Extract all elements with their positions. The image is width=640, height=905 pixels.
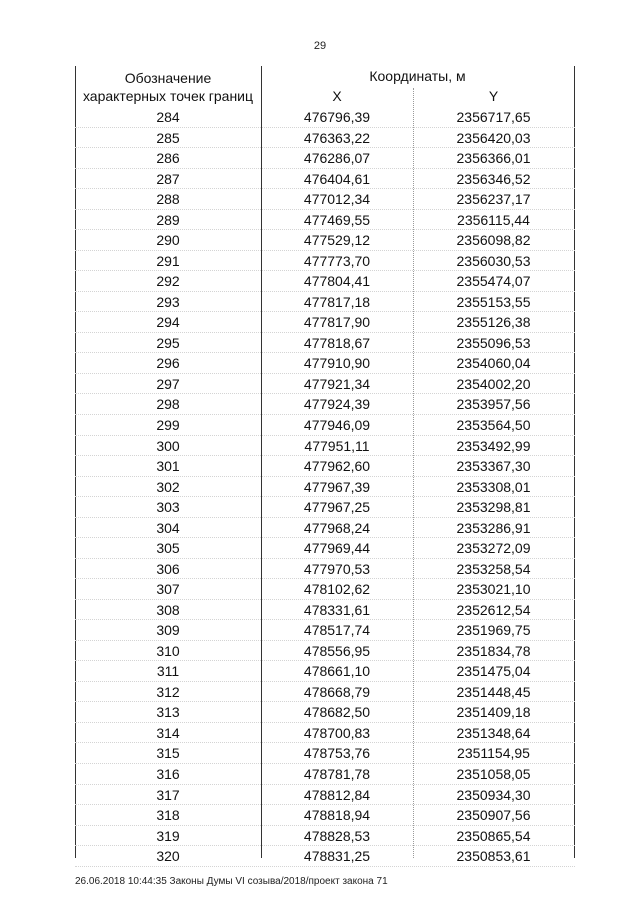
cell-x: 478828,53 [303,827,371,844]
cell-x: 477962,60 [303,458,371,475]
cell-x: 477910,90 [303,355,371,372]
table-row [75,333,575,354]
cell-y: 2350907,56 [456,807,531,824]
cell-x: 478668,79 [303,683,371,700]
cell-x: 476286,07 [303,150,371,167]
cell-y: 2351448,45 [456,683,531,700]
table-row [75,518,575,539]
cell-y: 2353564,50 [456,416,531,433]
cell-point: 305 [156,540,180,557]
cell-point: 284 [156,109,180,125]
cell-y: 2350934,30 [456,786,531,803]
cell-point: 302 [156,478,180,495]
cell-point: 286 [156,150,180,167]
cell-point: 306 [156,560,180,577]
table-row [75,538,575,559]
cell-y: 2354002,20 [456,375,531,392]
table-row [75,641,575,662]
cell-y: 2353286,91 [456,519,531,536]
cell-y: 2356346,52 [456,170,531,187]
table-row [75,128,575,149]
cell-point: 290 [156,232,180,249]
cell-x: 477817,18 [303,293,371,310]
cell-point: 293 [156,293,180,310]
table-row [75,661,575,682]
table-row [75,743,575,764]
cell-x: 477951,11 [304,437,370,454]
cell-x: 476363,22 [303,129,371,146]
cell-y: 2356030,53 [456,252,531,269]
cell-y: 2355126,38 [456,314,531,331]
cell-y: 2354060,04 [456,355,531,372]
cell-point: 308 [156,601,180,618]
cell-y: 2353272,09 [456,540,531,557]
table-row [75,826,575,847]
table-row [75,230,575,251]
cell-point: 304 [156,519,180,536]
cell-y: 2356098,82 [456,232,531,249]
cell-x: 477529,12 [303,232,371,249]
cell-x: 478517,74 [303,622,371,639]
cell-point: 303 [156,499,180,516]
cell-x: 478556,95 [303,642,371,659]
cell-point: 285 [156,129,180,146]
coordinates-table [75,66,575,865]
cell-y: 2351058,05 [456,766,531,782]
cell-point: 318 [156,807,180,824]
table-row [75,107,575,128]
cell-x: 477012,34 [303,191,371,208]
page-number: 29 [313,40,327,52]
table-row [75,189,575,210]
table-row [75,805,575,826]
table-row [75,559,575,580]
table-row [75,436,575,457]
table-row [75,271,575,292]
table-row [75,723,575,744]
cell-y: 2356115,44 [457,211,530,228]
cell-x: 477946,09 [303,416,371,433]
table-row [75,312,575,333]
cell-x: 477967,39 [303,478,371,495]
cell-point: 301 [156,458,180,475]
cell-x: 477921,34 [303,375,371,392]
cell-point: 309 [156,622,180,639]
cell-point: 307 [156,581,180,598]
header-designation-line2: характерных точек границ [82,88,254,104]
cell-y: 2350853,61 [456,848,531,865]
cell-point: 287 [156,170,180,187]
cell-x: 477469,55 [303,211,371,228]
cell-point: 296 [156,355,180,372]
cell-x: 477804,41 [303,273,371,290]
cell-y: 2353957,56 [456,396,531,413]
table-row [75,764,575,785]
header-coordinates: Координаты, м [369,68,466,84]
table-row [75,353,575,374]
table-row [75,148,575,169]
footer-stamp: 26.06.2018 10:44:35 Законы Думы VI созыва/2018/проект закона 71 [75,876,388,887]
table-row [75,456,575,477]
cell-x: 478818,94 [303,807,371,824]
table-row [75,292,575,313]
cell-point: 289 [156,211,180,228]
table-row [75,620,575,641]
cell-x: 477773,70 [303,252,371,269]
table-row [75,497,575,518]
cell-point: 300 [156,437,180,454]
cell-x: 478331,61 [303,601,371,618]
cell-y: 2351409,18 [456,704,531,721]
cell-x: 476404,61 [303,170,371,187]
cell-y: 2353308,01 [456,478,531,495]
cell-x: 477970,53 [303,560,371,577]
cell-y: 2351475,04 [456,663,531,680]
cell-x: 478700,83 [303,724,371,741]
table-row [75,210,575,231]
cell-x: 477817,90 [303,314,371,331]
cell-x: 478661,10 [303,663,371,680]
header-x: X [332,88,342,104]
cell-y: 2356717,65 [456,109,531,125]
table-row [75,785,575,806]
cell-point: 297 [156,375,180,392]
cell-x: 478812,84 [303,786,371,803]
cell-x: 477968,24 [303,519,371,536]
cell-y: 2356420,03 [456,129,531,146]
cell-point: 292 [156,273,180,290]
cell-point: 315 [156,745,180,762]
table-row [75,394,575,415]
cell-x: 477967,25 [303,499,371,516]
cell-point: 295 [156,334,180,351]
cell-point: 294 [156,314,180,331]
header-designation [75,69,261,105]
table-row [75,415,575,436]
cell-point: 317 [156,786,180,803]
cell-x: 477818,67 [303,334,371,351]
cell-point: 312 [156,683,180,700]
cell-point: 319 [156,827,180,844]
cell-point: 316 [156,766,180,782]
cell-y: 2353258,54 [456,560,531,577]
cell-y: 2356366,01 [456,150,531,167]
header-y: Y [488,88,499,104]
cell-point: 310 [156,642,180,659]
cell-x: 478753,76 [303,745,371,762]
cell-y: 2352612,54 [456,601,531,618]
table-row [75,600,575,621]
cell-y: 2351969,75 [456,622,531,639]
cell-point: 314 [156,724,180,741]
table-body [75,107,575,867]
cell-y: 2351154,95 [457,745,530,762]
header-designation-line1: Обозначение [124,70,212,86]
cell-y: 2351834,78 [456,642,531,659]
table-row [75,169,575,190]
cell-x: 478781,78 [303,766,371,782]
cell-point: 299 [156,416,180,433]
cell-y: 2355474,07 [456,273,531,290]
cell-point: 311 [156,663,180,680]
table-row [75,477,575,498]
table-row [75,702,575,723]
cell-point: 288 [156,191,180,208]
cell-x: 477969,44 [303,540,371,557]
cell-point: 291 [156,252,180,269]
cell-y: 2356237,17 [456,191,531,208]
cell-x: 477924,39 [303,396,371,413]
cell-x: 476796,39 [303,109,371,125]
cell-y: 2351348,64 [456,724,531,741]
table-row [75,846,575,867]
cell-y: 2355096,53 [456,334,531,351]
cell-x: 478102,62 [303,581,371,598]
table-row [75,682,575,703]
cell-x: 478682,50 [303,704,371,721]
cell-y: 2355153,55 [456,293,531,310]
table-row [75,374,575,395]
cell-point: 320 [156,848,180,865]
table-row [75,251,575,272]
cell-y: 2353021,10 [456,581,531,598]
cell-point: 313 [156,704,180,721]
cell-y: 2350865,54 [456,827,531,844]
cell-y: 2353492,99 [456,437,531,454]
table-row [75,579,575,600]
cell-y: 2353298,81 [456,499,531,516]
cell-x: 478831,25 [303,848,371,865]
cell-y: 2353367,30 [456,458,531,475]
cell-point: 298 [156,396,180,413]
